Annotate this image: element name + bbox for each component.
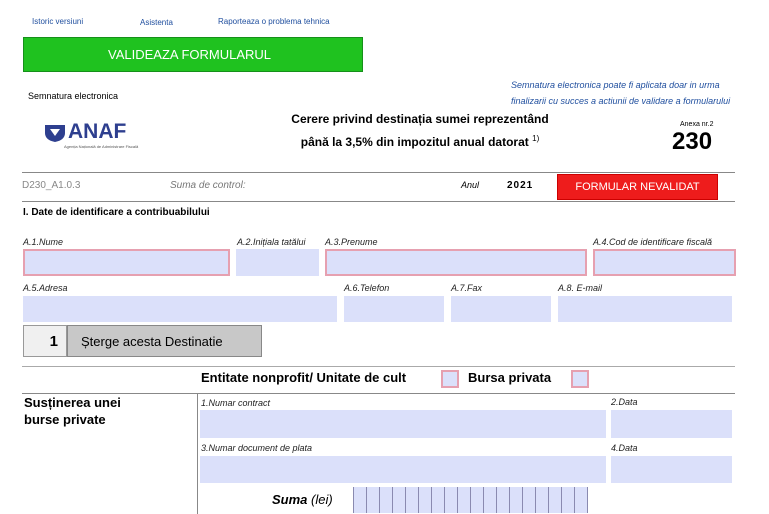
signature-note [511, 77, 730, 109]
doc-label: 3.Numar document de plata [201, 443, 313, 453]
divider [22, 366, 735, 367]
anaf-shield-icon [44, 123, 66, 143]
suma-digit-cell[interactable] [458, 487, 471, 513]
contract-label: 1.Numar contract [201, 398, 271, 408]
anaf-logo-text: ANAF [68, 120, 127, 143]
form-title-line1: Cerere privind destinația sumei reprezentând [291, 112, 549, 126]
suma-digit-cell[interactable] [393, 487, 406, 513]
date1-input[interactable] [611, 410, 732, 438]
bursa-title-line1: Susținerea unei [24, 395, 121, 410]
suma-digit-cell[interactable] [549, 487, 562, 513]
form-title-line2 [270, 129, 570, 152]
cif-label: A.4.Cod de identificare fiscală [593, 237, 713, 247]
fax-input[interactable] [451, 296, 551, 322]
suma-digit-cell[interactable] [562, 487, 575, 513]
suma-digit-cell[interactable] [354, 487, 367, 513]
date1-label: 2.Data [611, 397, 638, 407]
nume-label: A.1.Nume [23, 237, 64, 247]
suma-unit: (lei) [311, 492, 333, 507]
suma-digit-cell[interactable] [419, 487, 432, 513]
date2-label: 4.Data [611, 443, 638, 453]
anaf-logo [44, 121, 156, 153]
doc-input[interactable] [200, 456, 606, 483]
adresa-input[interactable] [23, 296, 337, 322]
suma-digit-cell[interactable] [536, 487, 549, 513]
suma-label-text: Suma [272, 492, 308, 507]
telefon-input[interactable] [344, 296, 444, 322]
telefon-label: A.6.Telefon [344, 283, 390, 293]
signature-note-line2: finalizarii cu succes a actiunii de validare a formularului [511, 96, 731, 106]
link-istoric-versiuni[interactable]: Istoric versiuni [32, 17, 84, 26]
link-asistenta[interactable]: Asistenta [140, 18, 173, 27]
contract-input[interactable] [200, 410, 606, 438]
suma-label [272, 492, 333, 507]
suma-digit-cell[interactable] [575, 487, 588, 513]
initiala-label: A.2.Inițiala tatălui [237, 237, 306, 247]
email-label: A.8. E-mail [558, 283, 603, 293]
bursa-label: Bursa privata [468, 370, 552, 385]
suma-digit-cell[interactable] [380, 487, 393, 513]
destination-number: 1 [23, 325, 67, 357]
suma-digit-cell[interactable] [497, 487, 510, 513]
signature-note-line1: Semnatura electronica poate fi aplicata doar in urma [511, 80, 720, 90]
bursa-title-line2: burse private [24, 412, 106, 427]
bursa-checkbox[interactable] [571, 370, 589, 388]
signature-label: Semnatura electronica [28, 91, 119, 101]
control-sum-label: Suma de control: [170, 180, 246, 191]
fax-label: A.7.Fax [451, 283, 483, 293]
form-code: D230_A1.0.3 [22, 180, 81, 191]
annex-label: Anexa nr.2 [680, 121, 714, 128]
year-value: 2021 [507, 180, 534, 191]
initiala-input[interactable] [236, 249, 319, 276]
prenume-input[interactable] [325, 249, 587, 276]
nonprofit-label: Entitate nonprofit/ Unitate de cult [201, 370, 407, 385]
divider [197, 393, 198, 514]
form-title-footnote: 1) [532, 134, 540, 143]
suma-input-grid[interactable] [353, 487, 588, 513]
adresa-label: A.5.Adresa [23, 283, 68, 293]
suma-digit-cell[interactable] [432, 487, 445, 513]
date2-input[interactable] [611, 456, 732, 483]
link-raporteaza-problema[interactable]: Raporteaza o problema tehnica [218, 17, 330, 26]
suma-digit-cell[interactable] [471, 487, 484, 513]
section-title: I. Date de identificare a contribuabilului [23, 207, 210, 218]
email-input[interactable] [558, 296, 732, 322]
prenume-label: A.3.Prenume [325, 237, 378, 247]
form-title-line2-text: până la 3,5% din impozitul anual datorat [300, 135, 529, 149]
form-status-badge: FORMULAR NEVALIDAT [557, 174, 718, 200]
suma-digit-cell[interactable] [510, 487, 523, 513]
suma-digit-cell[interactable] [367, 487, 380, 513]
delete-destination-button[interactable]: Șterge acesta Destinatie [67, 325, 262, 357]
suma-digit-cell[interactable] [523, 487, 536, 513]
year-label: Anul [461, 180, 480, 190]
anaf-logo-subtitle: Agenția Națională de Administrare Fiscală [64, 144, 139, 149]
validate-form-button[interactable]: VALIDEAZA FORMULARUL [23, 37, 363, 72]
bursa-section-title [24, 394, 121, 428]
annex-number: 230 [672, 128, 713, 155]
nonprofit-checkbox[interactable] [441, 370, 459, 388]
divider [22, 201, 735, 202]
suma-digit-cell[interactable] [484, 487, 497, 513]
suma-digit-cell[interactable] [445, 487, 458, 513]
suma-digit-cell[interactable] [406, 487, 419, 513]
nume-input[interactable] [23, 249, 230, 276]
cif-input[interactable] [593, 249, 736, 276]
form-title [270, 110, 570, 152]
divider [22, 393, 735, 394]
divider [22, 172, 735, 173]
